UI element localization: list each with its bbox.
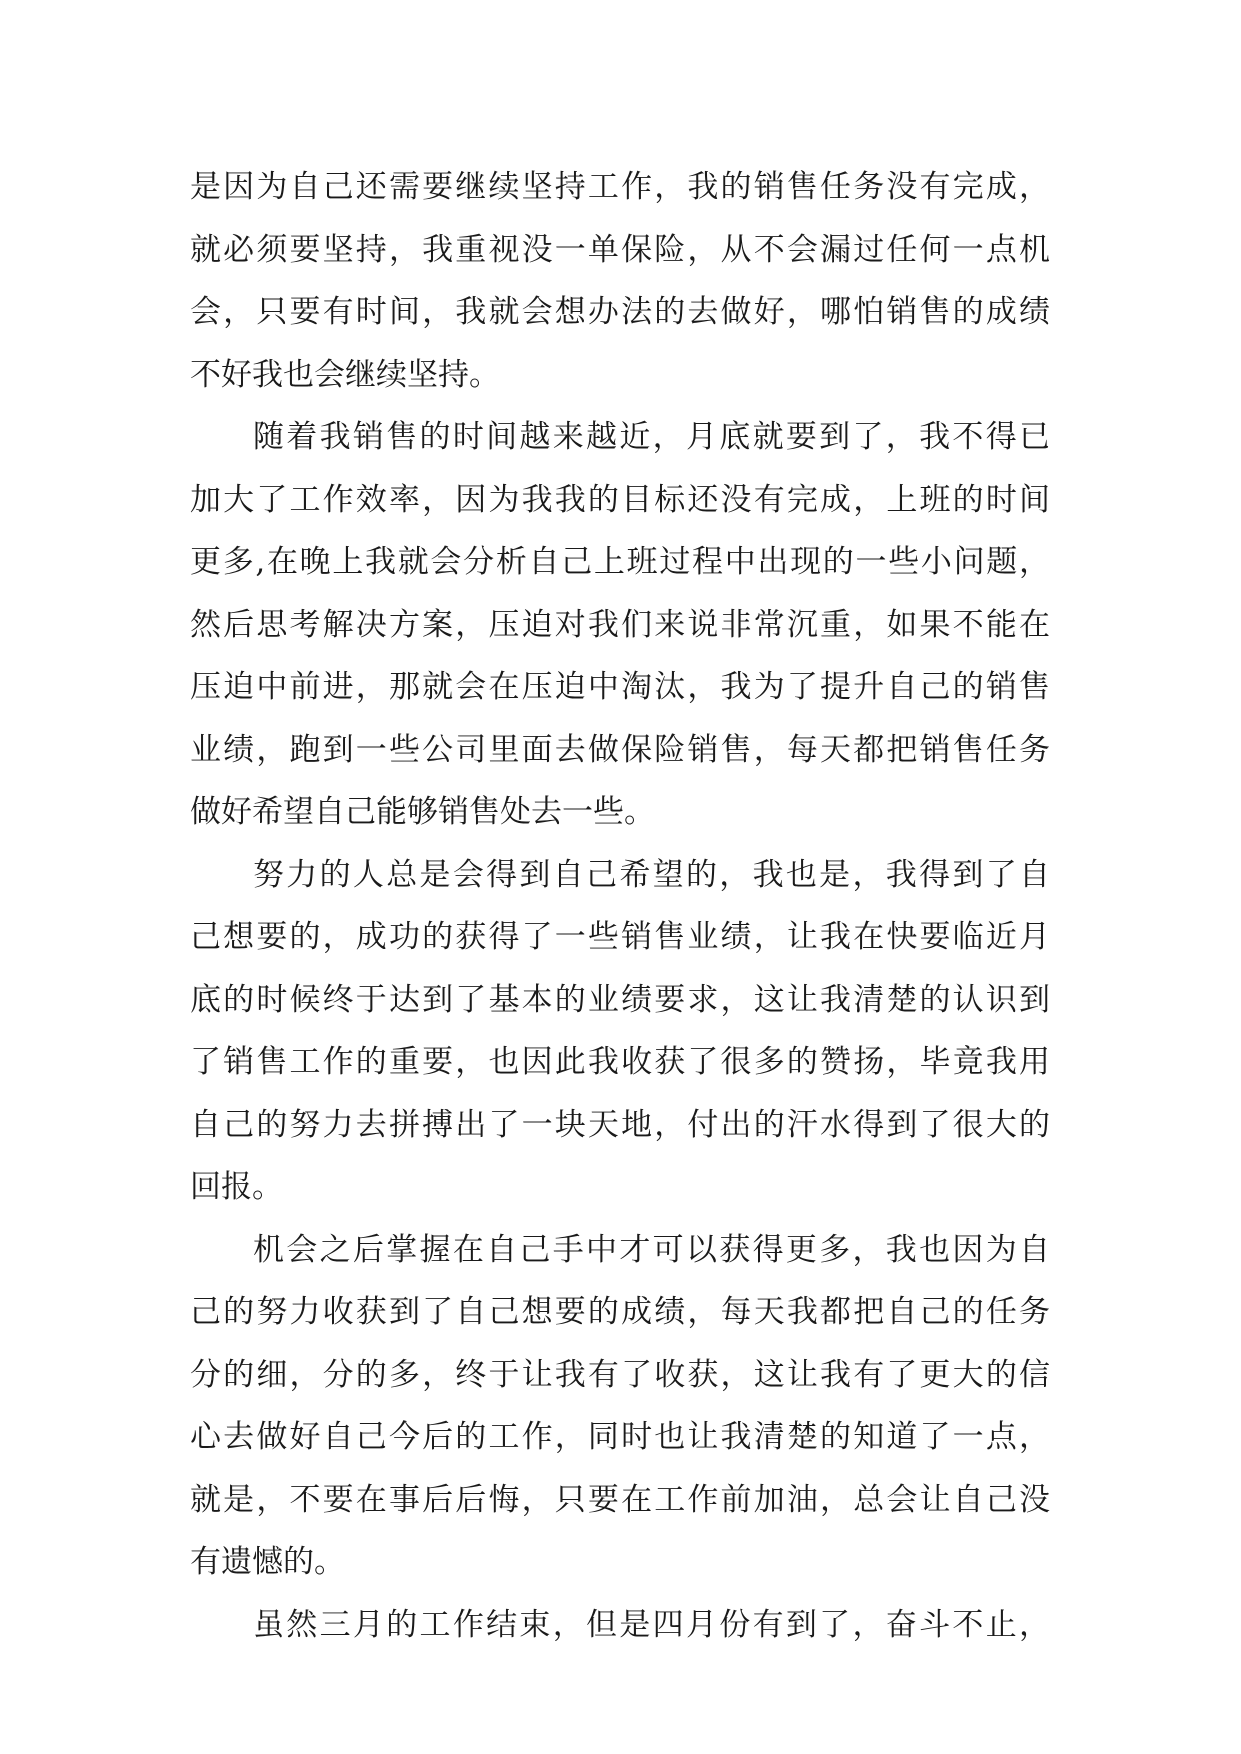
text-line: 是因为自己还需要继续坚持工作，我的销售任务没有完成， xyxy=(190,169,1050,205)
text-line: 有遗憾的。 xyxy=(190,1544,345,1580)
text-line: 随着我销售的时间越来越近，月底就要到了，我不得已 xyxy=(253,419,1050,455)
text-line: 心去做好自己今后的工作，同时也让我清楚的知道了一点， xyxy=(190,1419,1050,1455)
text-line: 压迫中前进，那就会在压迫中淘汰，我为了提升自己的销售 xyxy=(190,669,1050,705)
text-line: 会，只要有时间，我就会想办法的去做好，哪怕销售的成绩 xyxy=(190,294,1050,330)
text-line: 机会之后掌握在自己手中才可以获得更多，我也因为自 xyxy=(253,1231,1050,1268)
text-line: 自己的努力去拼搏出了一块天地，付出的汗水得到了很大的 xyxy=(190,1106,1050,1143)
text-line: 做好希望自己能够销售处去一些。 xyxy=(190,794,655,830)
text-line: 努力的人总是会得到自己希望的，我也是，我得到了自 xyxy=(253,856,1050,893)
text-line: 己想要的，成功的获得了一些销售业绩，让我在快要临近月 xyxy=(190,919,1050,955)
text-line: 不好我也会继续坚持。 xyxy=(190,356,500,393)
text-line: 更多,在晚上我就会分析自己上班过程中出现的一些小问题， xyxy=(190,544,1050,580)
text-line: 回报。 xyxy=(190,1169,283,1205)
text-line: 虽然三月的工作结束，但是四月份有到了，奋斗不止， xyxy=(253,1606,1050,1643)
text-line: 业绩，跑到一些公司里面去做保险销售，每天都把销售任务 xyxy=(190,731,1050,768)
text-line: 加大了工作效率，因为我我的目标还没有完成，上班的时间 xyxy=(190,481,1050,518)
text-line: 己的努力收获到了自己想要的成绩，每天我都把自己的任务 xyxy=(190,1294,1050,1330)
text-line: 底的时候终于达到了基本的业绩要求，这让我清楚的认识到 xyxy=(190,981,1050,1018)
text-line: 就必须要坚持，我重视没一单保险，从不会漏过任何一点机 xyxy=(190,231,1050,268)
text-line: 了销售工作的重要，也因此我收获了很多的赞扬，毕竟我用 xyxy=(190,1044,1050,1080)
text-line: 分的细，分的多，终于让我有了收获，这让我有了更大的信 xyxy=(190,1356,1050,1393)
text-line: 然后思考解决方案，压迫对我们来说非常沉重，如果不能在 xyxy=(190,606,1050,643)
text-line: 就是，不要在事后后悔，只要在工作前加油，总会让自己没 xyxy=(190,1481,1050,1518)
